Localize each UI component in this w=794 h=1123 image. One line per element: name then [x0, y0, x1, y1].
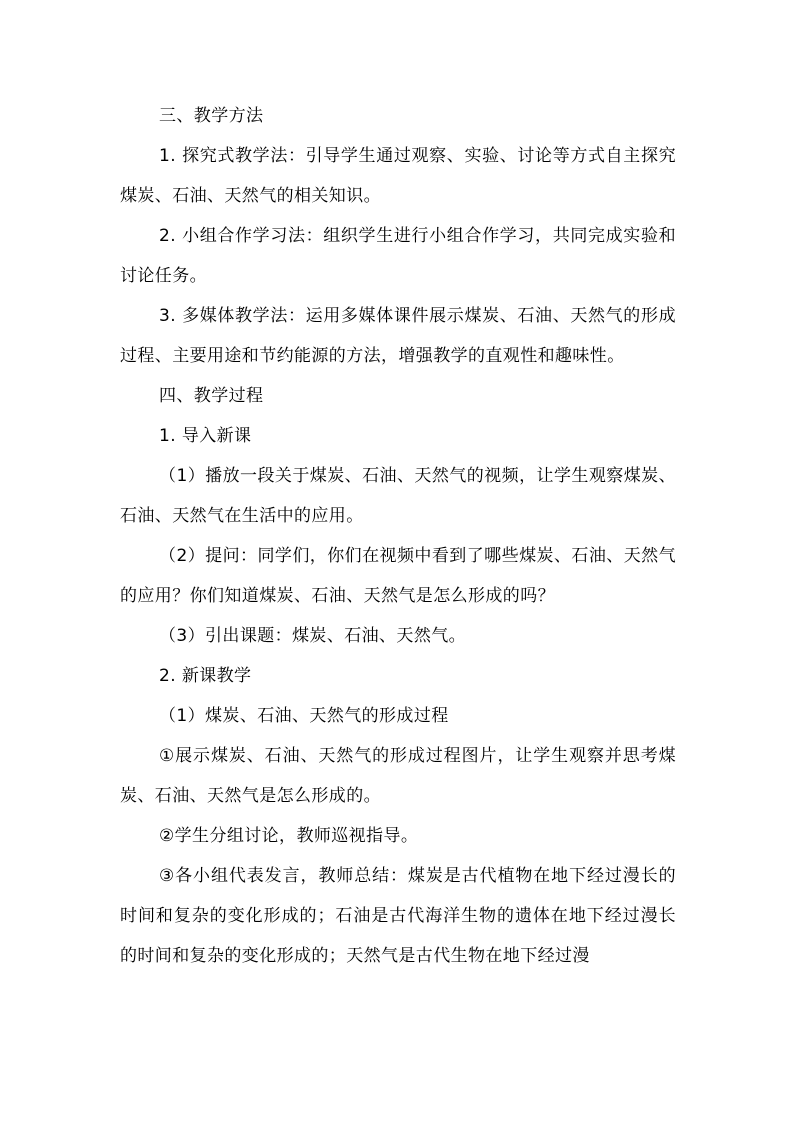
- formation-item-1: ①展示煤炭、石油、天然气的形成过程图片，让学生观察并思考煤炭、石油、天然气是怎么形成的。: [120, 746, 676, 806]
- method-multimedia: 3. 多媒体教学法：运用多媒体课件展示煤炭、石油、天然气的形成过程、主要用途和节约能源的方法，增强教学的直观性和趣味性。: [120, 306, 676, 366]
- intro-item-video: （1）播放一段关于煤炭、石油、天然气的视频，让学生观察煤炭、石油、天然气在生活中的应用。: [120, 466, 676, 526]
- document-body: [120, 96, 676, 976]
- intro-item-topic: （3）引出课题：煤炭、石油、天然气。: [159, 626, 467, 646]
- method-inquiry: 1. 探究式教学法：引导学生通过观察、实验、讨论等方式自主探究煤炭、石油、天然气的相关知识。: [120, 146, 676, 206]
- step-new-lesson-heading: 2. 新课教学: [159, 666, 252, 686]
- section-heading-teaching-methods: 三、教学方法: [159, 106, 264, 126]
- intro-item-question: （2）提问：同学们，你们在视频中看到了哪些煤炭、石油、天然气的应用？你们知道煤炭、石油、天然气是怎么形成的吗？: [120, 546, 676, 606]
- method-group-cooperation: 2. 小组合作学习法：组织学生进行小组合作学习，共同完成实验和讨论任务。: [120, 226, 676, 286]
- formation-item-3: ③各小组代表发言，教师总结：煤炭是古代植物在地下经过漫长的时间和复杂的变化形成的；石油是古代海洋生物的遗体在地下经过漫长的时间和复杂的变化形成的；天然气是古代生物在地下经过漫: [120, 866, 676, 966]
- new-lesson-subheading-formation: （1）煤炭、石油、天然气的形成过程: [159, 706, 449, 726]
- section-heading-teaching-process: 四、教学过程: [159, 386, 264, 406]
- step-introduction-heading: 1. 导入新课: [159, 426, 252, 446]
- formation-item-2: ②学生分组讨论，教师巡视指导。: [159, 826, 419, 846]
